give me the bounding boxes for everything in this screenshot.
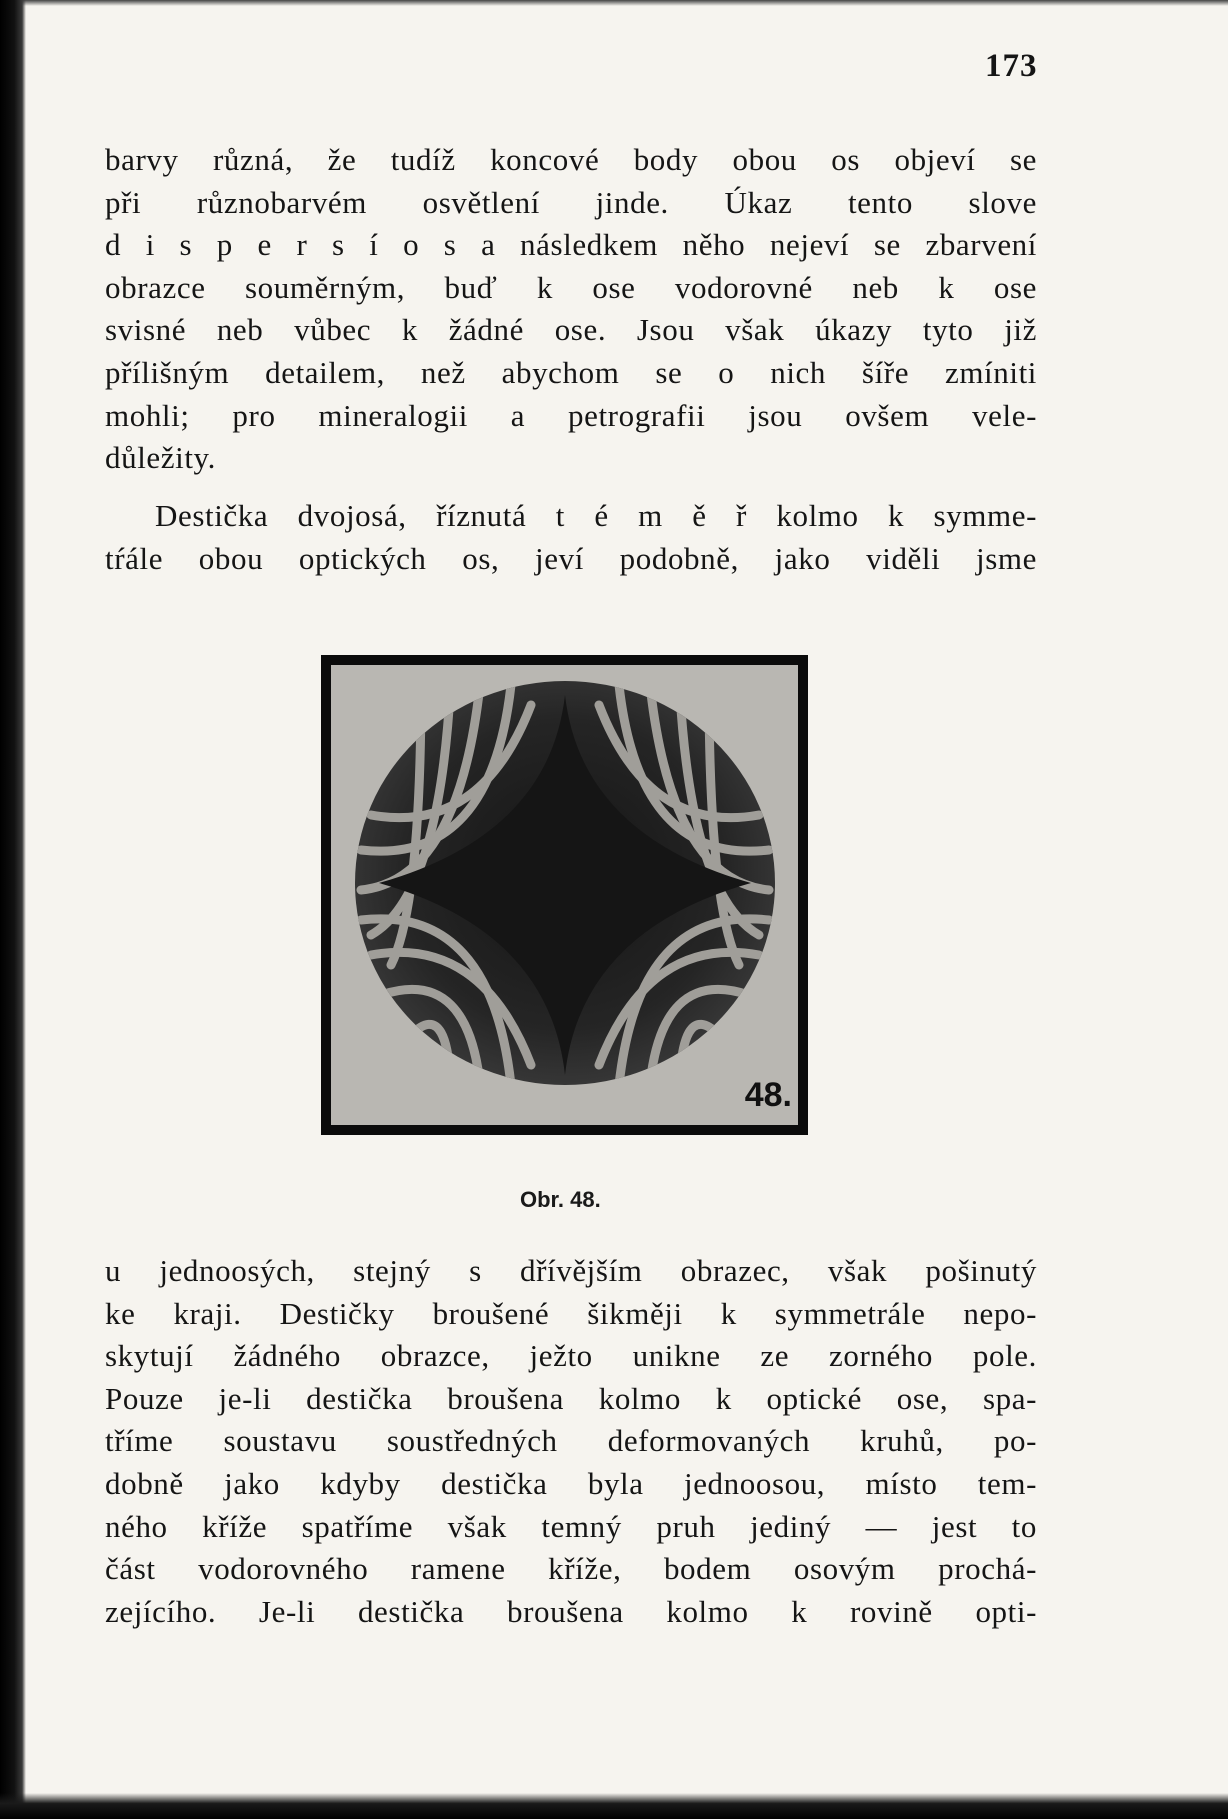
scan-bottom-edge — [0, 1793, 1228, 1819]
text-line: skytují žádného obrazce, ježto unikne ze zorného pole. — [105, 1338, 1037, 1374]
text-line: Destička dvojosá, říznutá t é m ě ř kolmo k symme- — [155, 498, 1037, 533]
interference-figure — [321, 655, 808, 1135]
scan-left-edge — [0, 0, 26, 1819]
scan-top-edge — [0, 0, 1228, 6]
text-line: ke kraji. Destičky broušené šikměji k symmetrále nepo- — [105, 1295, 1037, 1331]
text-line: Pouze je-li destička broušena kolmo k optické ose, spa- — [105, 1380, 1037, 1416]
figure-caption: Obr. 48. — [520, 1187, 601, 1212]
text-line: d i s p e r s í o s a následkem něho nejeví se zbarvení — [105, 227, 1037, 263]
paragraph-3 — [105, 1250, 1037, 1633]
text-line: část vodorovného ramene kříže, bodem osovým prochá- — [105, 1551, 1037, 1587]
text-line: tříme soustavu soustředných deformovaných kruhů, po- — [105, 1423, 1037, 1459]
text-line: přílišným detailem, než abychom se o nich šíře zmíniti — [105, 354, 1037, 390]
text-line: barvy různá, že tudíž koncové body obou os objeví se — [105, 142, 1037, 177]
interference-pattern-graphic — [331, 665, 798, 1125]
page-number: 173 — [985, 48, 1038, 84]
interference-figure-image — [331, 665, 798, 1125]
paragraph-1 — [105, 139, 1037, 480]
text-line: svisné neb vůbec k žádné ose. Jsou však úkazy tyto již — [105, 312, 1037, 348]
text-line: u jednoosých, stejný s dřívějším obrazec, však pošinutý — [105, 1253, 1037, 1288]
text-line: tŕále obou optických os, jeví podobně, jako viděli jsme — [105, 540, 1037, 576]
text-line: při různobarvém osvětlení jinde. Úkaz tento slove — [105, 184, 1037, 220]
text-line: důležity. — [105, 440, 216, 476]
text-line: dobně jako kdyby destička byla jednoosou, místo tem- — [105, 1465, 1037, 1501]
text-line: obrazce souměrným, buď k ose vodorovné neb k ose — [105, 269, 1037, 305]
paragraph-2 — [105, 495, 1037, 580]
text-line: mohli; pro mineralogii a petrografii jsou ovšem vele- — [105, 397, 1037, 433]
text-line: ného kříže spatříme však temný pruh jediný — jest to — [105, 1508, 1037, 1544]
figure-number-label: 48. — [744, 1076, 792, 1114]
text-line: zejícího. Je-li destička broušena kolmo k rovině opti- — [105, 1593, 1037, 1629]
